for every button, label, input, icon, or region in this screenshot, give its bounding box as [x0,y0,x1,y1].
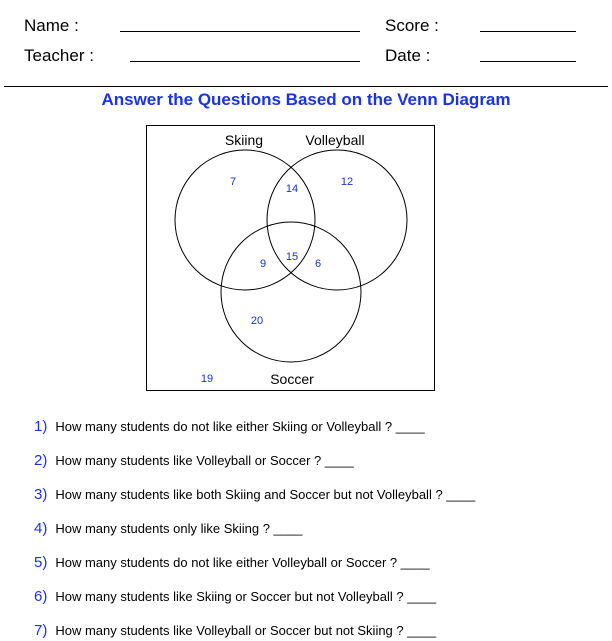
soccer-label: Soccer [270,371,314,387]
question-number: 1) [34,417,48,435]
question-number: 3) [34,485,48,503]
question-number: 5) [34,553,48,571]
question-text: How many students like both Skiing and Soccer but not Volleyball ? ____ [55,486,476,502]
question-3 [34,483,475,505]
score-label: Score : [385,16,439,35]
question-6 [34,585,436,607]
question-4 [34,517,302,539]
date-label: Date : [385,46,431,65]
question-1 [34,415,425,437]
region-volleyball-soccer: 6 [314,258,322,270]
question-text: How many students do not like either Skiing or Volleyball ? ____ [55,418,425,434]
region-skiing-volleyball: 14 [285,183,299,195]
skiing-circle [175,150,315,290]
question-7 [34,619,436,641]
question-5 [34,551,430,573]
name-label: Name : [24,16,79,35]
skiing-label: Skiing [224,132,264,148]
question-number: 6) [34,587,48,605]
region-none: 19 [200,373,214,385]
region-all-three: 15 [285,251,299,263]
question-text: How many students only like Skiing ? ____ [55,520,303,536]
teacher-label: Teacher : [24,46,94,65]
volleyball-label: Volleyball [305,132,365,148]
question-number: 7) [34,621,48,639]
region-volleyball-only: 12 [340,176,354,188]
worksheet-title: Answer the Questions Based on the Venn Diagram [101,90,511,109]
volleyball-circle [267,150,407,290]
question-number: 4) [34,519,48,537]
question-text: How many students do not like either Volleyball or Soccer ? ____ [55,554,430,570]
question-text: How many students like Volleyball or Soccer but not Skiing ? ____ [55,622,437,638]
region-skiing-soccer: 9 [259,258,267,270]
region-skiing-only: 7 [229,176,237,188]
question-2 [34,449,354,471]
question-text: How many students like Skiing or Soccer but not Volleyball ? ____ [55,588,437,604]
question-number: 2) [34,451,48,469]
question-text: How many students like Volleyball or Soccer ? ____ [55,452,354,468]
soccer-circle [221,222,361,362]
region-soccer-only: 20 [250,315,264,327]
